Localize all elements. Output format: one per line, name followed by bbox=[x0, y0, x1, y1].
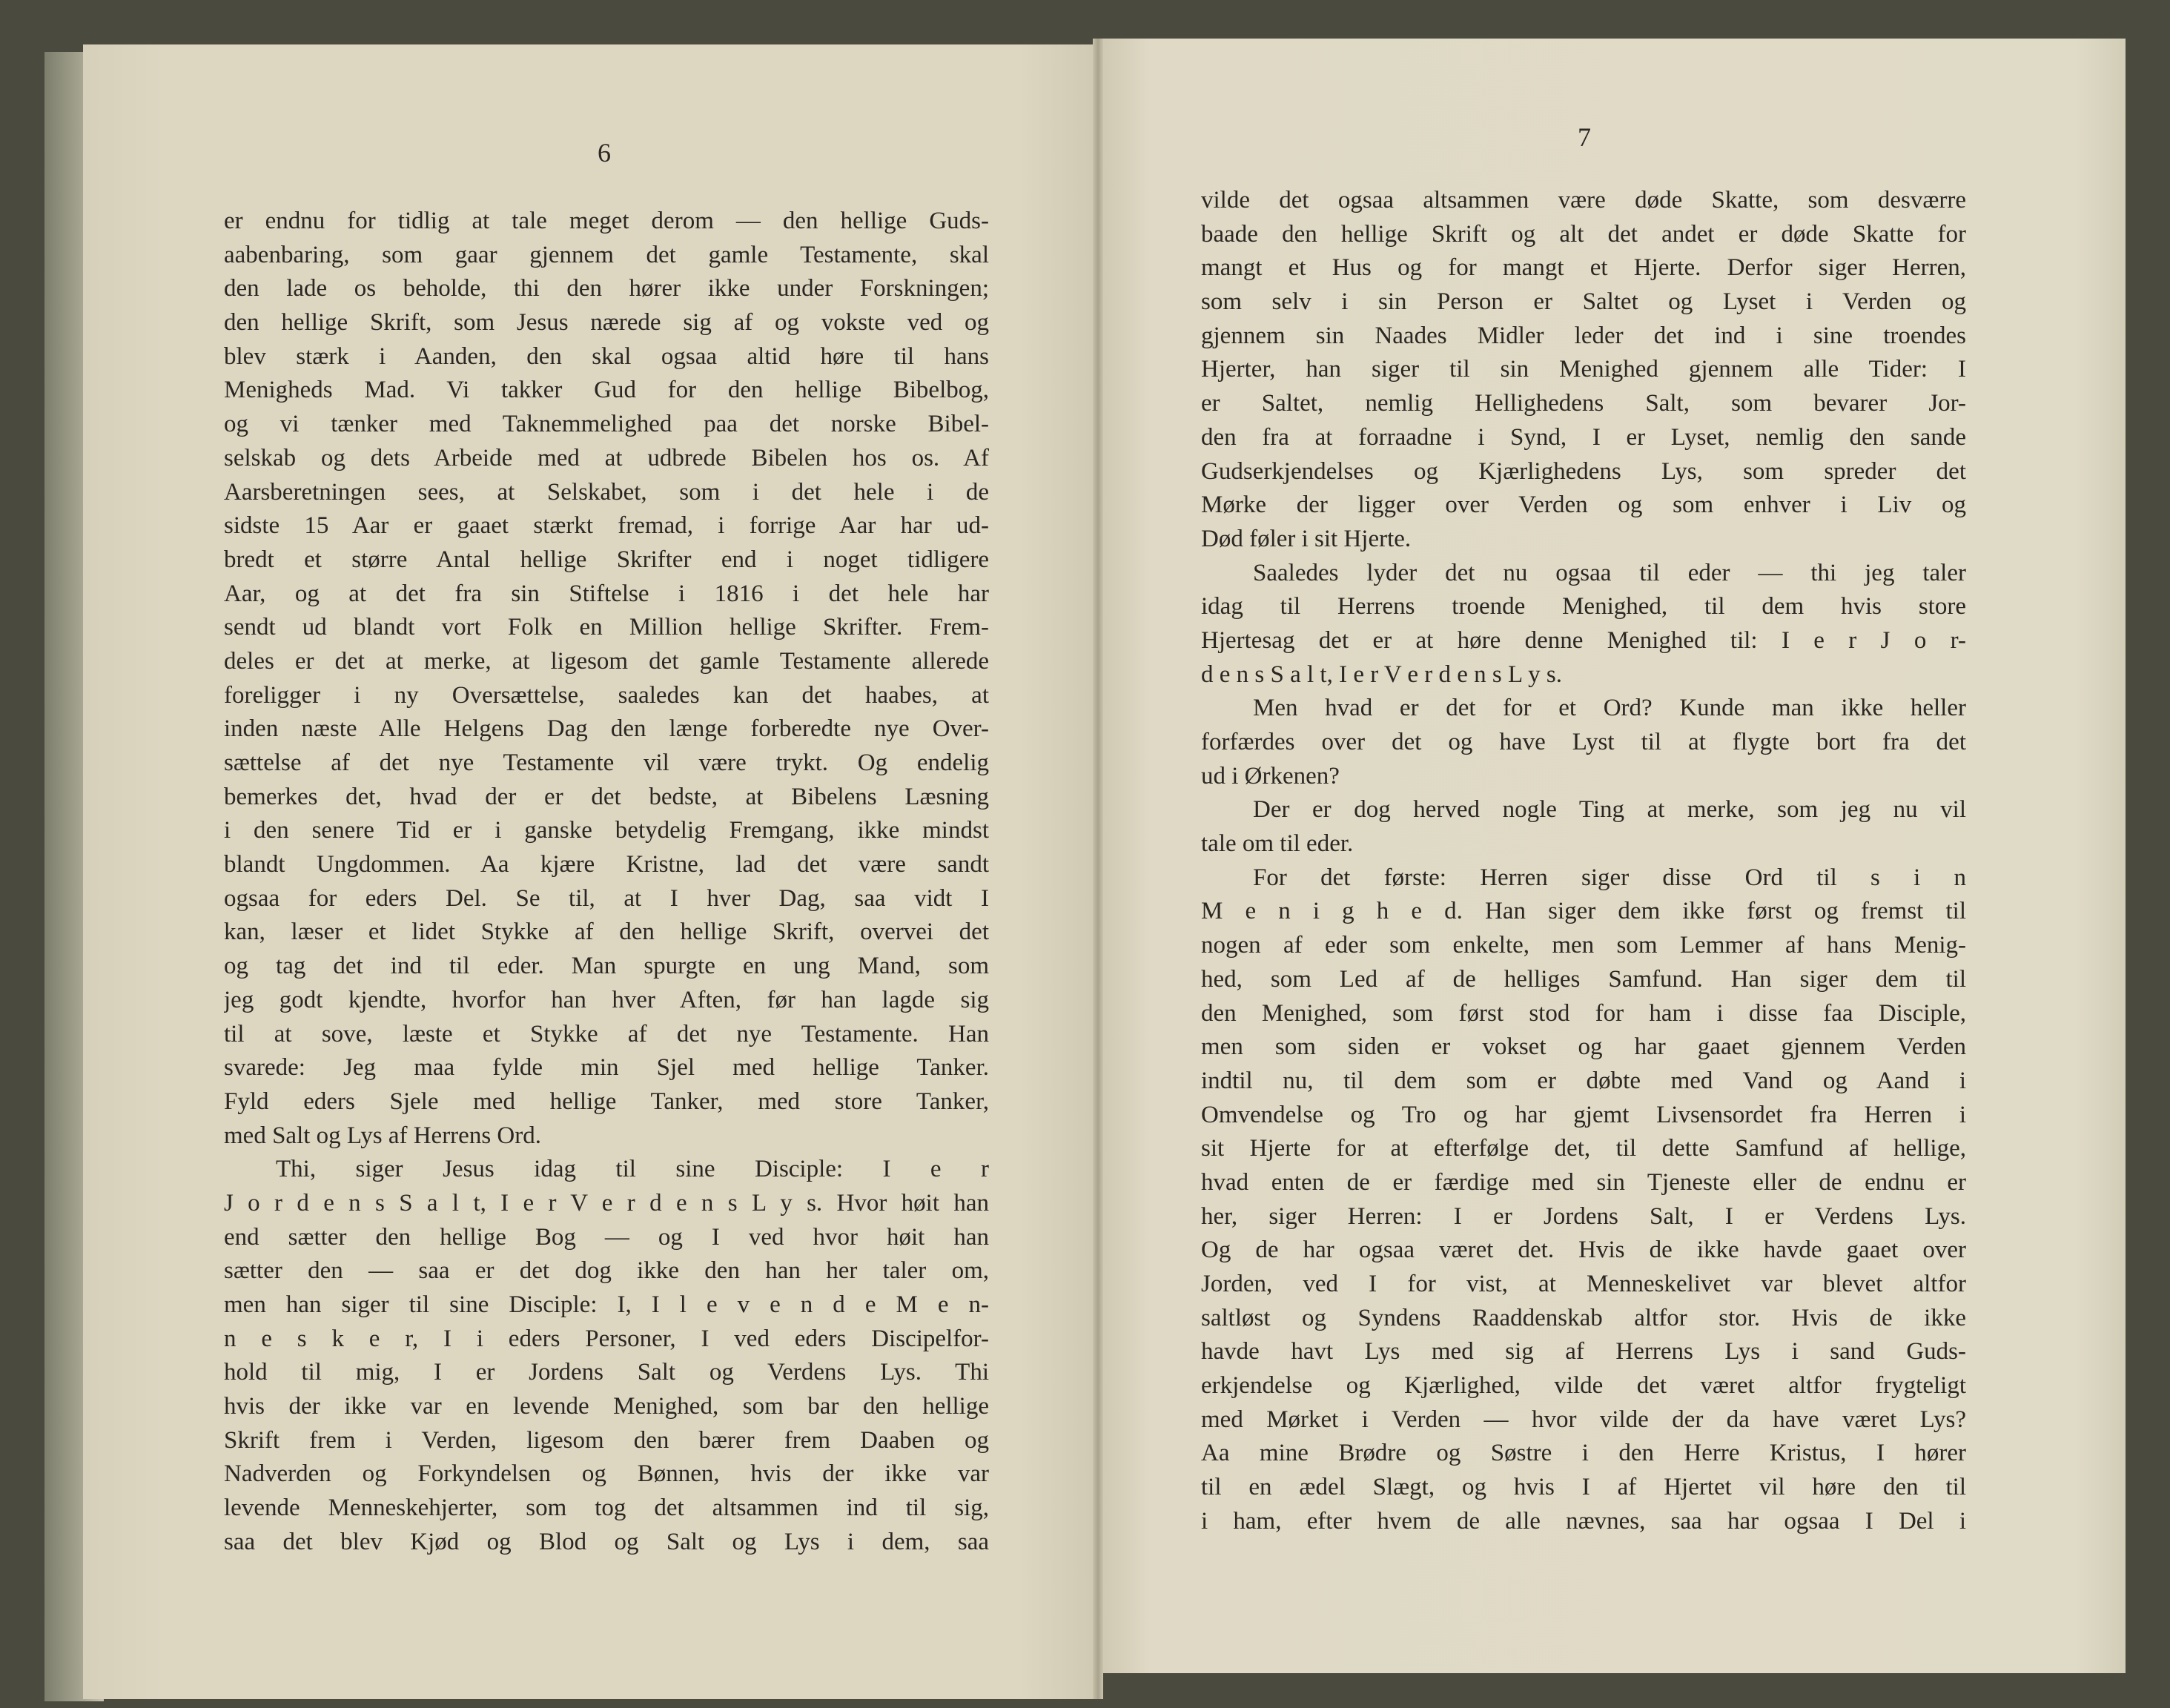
text-line: sættelse af det nye Testamente vil være trykt. Og endelig bbox=[224, 749, 989, 776]
text-line: aabenbaring, som gaar gjennem det gamle Testamente, skal bbox=[224, 241, 989, 268]
text-line: hvis der ikke var en levende Menighed, som bar den hellige bbox=[224, 1393, 989, 1420]
text-line: sidste 15 Aar er gaaet stærkt fremad, i forrige Aar har ud- bbox=[224, 512, 989, 540]
text-line: er endnu for tidlig at tale meget derom — den hellige Guds- bbox=[224, 208, 989, 234]
text-line: idag til Herrens troende Menighed, til dem hvis store bbox=[1201, 593, 1966, 620]
book-gutter bbox=[1093, 39, 1103, 1699]
paragraph bbox=[1201, 793, 1966, 861]
text-line: i den senere Tid er i ganske betydelig Fremgang, ikke mindst bbox=[224, 817, 989, 844]
text-line: sit Hjerte for at efterfølge det, til dette Samfund af hellige, bbox=[1201, 1135, 1966, 1162]
text-line: baade den hellige Skrift og alt det andet er døde Skatte for bbox=[1201, 220, 1966, 248]
text-line: hed, som Led af de helliges Samfund. Han siger dem til bbox=[1201, 965, 1966, 993]
page-text bbox=[224, 205, 989, 1560]
text-line: saltløst og Syndens Raaddenskab altfor stor. Hvis de ikke bbox=[1201, 1304, 1966, 1331]
paragraph bbox=[1201, 861, 1966, 1539]
text-line: erkjendelse og Kjærlighed, vilde det været altfor frygteligt bbox=[1201, 1372, 1966, 1400]
text-line: ud i Ørkenen? bbox=[1201, 762, 1340, 790]
text-line: Mørke der ligger over Verden og som enhver i Liv og bbox=[1201, 491, 1966, 519]
text-line: kan, læser et lidet Stykke af den hellige Skrift, overvei det bbox=[224, 918, 989, 946]
text-line: Skrift frem i Verden, ligesom den bærer frem Daaben og bbox=[224, 1426, 989, 1454]
text-line: Saaledes lyder det nu ogsaa til eder — thi jeg taler bbox=[1253, 559, 1966, 586]
paragraph bbox=[1201, 184, 1966, 557]
text-line: sætter den — saa er det dog ikke den han her taler om, bbox=[224, 1257, 989, 1285]
text-line: den fra at forraadne i Synd, I er Lyset, nemlig den sande bbox=[1201, 423, 1966, 451]
text-line: d e n s S a l t, I e r V e r d e n s L y s. bbox=[1201, 661, 1562, 688]
text-line: Gudserkjendelses og Kjærlighedens Lys, som spreder det bbox=[1201, 457, 1966, 485]
text-line: Men hvad er det for et Ord? Kunde man ikke heller bbox=[1253, 695, 1966, 722]
text-line: Aarsberetningen sees, at Selskabet, som i det hele i de bbox=[224, 478, 989, 506]
text-line: svarede: Jeg maa fylde min Sjel med hellige Tanker. bbox=[224, 1054, 989, 1082]
text-line: n e s k e r, I i eders Personer, I ved eders Discipelfor- bbox=[224, 1325, 989, 1352]
text-line: mangt et Hus og for mangt et Hjerte. Derfor siger Herren, bbox=[1201, 254, 1966, 282]
text-line: den lade os beholde, thi den hører ikke under Forskningen; bbox=[224, 275, 989, 302]
text-line: M e n i g h e d. Han siger dem ikke først og fremst til bbox=[1201, 898, 1966, 925]
text-line: men han siger til sine Disciple: I, I l e v e n d e M e n- bbox=[224, 1291, 989, 1318]
text-line: men som siden er vokset og har gaaet gjennem Verden bbox=[1201, 1033, 1966, 1061]
paragraph bbox=[224, 205, 989, 1153]
page-number: 6 bbox=[598, 138, 611, 168]
left-page bbox=[83, 44, 1099, 1699]
text-line: hold til mig, I er Jordens Salt og Verdens Lys. Thi bbox=[224, 1359, 989, 1386]
text-line: blandt Ungdommen. Aa kjære Kristne, lad det være sandt bbox=[224, 851, 989, 878]
text-line: deles er det at merke, at ligesom det gamle Testamente allerede bbox=[224, 647, 989, 675]
text-line: nogen af eder som enkelte, men som Lemmer af hans Menig- bbox=[1201, 932, 1966, 959]
text-line: som selv i sin Person er Saltet og Lyset i Verden og bbox=[1201, 288, 1966, 316]
text-line: saa det blev Kjød og Blod og Salt og Lys i dem, saa bbox=[224, 1528, 989, 1555]
text-line: Jorden, ved I for vist, at Menneskelivet var blevet altfor bbox=[1201, 1271, 1966, 1297]
text-line: vilde det ogsaa altsammen være døde Skatte, som desværre bbox=[1201, 187, 1966, 214]
text-line: til at sove, læste et Stykke af det nye Testamente. Han bbox=[224, 1020, 989, 1047]
text-line: den Menighed, som først stod for ham i disse faa Disciple, bbox=[1201, 999, 1966, 1027]
text-line: her, siger Herren: I er Jordens Salt, I er Verdens Lys. bbox=[1201, 1202, 1966, 1230]
text-line: levende Menneskehjerter, som tog det altsammen ind til sig, bbox=[224, 1494, 989, 1522]
text-line: inden næste Alle Helgens Dag den længe forberedte nye Over- bbox=[224, 715, 989, 743]
text-line: bemerkes det, hvad der er det bedste, at Bibelens Læsning bbox=[224, 783, 989, 810]
text-line: bredt et større Antal hellige Skrifter end i noget tidligere bbox=[224, 546, 989, 573]
page-number: 7 bbox=[1578, 122, 1591, 152]
text-line: Aa mine Brødre og Søstre i den Herre Kristus, I hører bbox=[1201, 1440, 1966, 1467]
text-line: Der er dog herved nogle Ting at merke, som jeg nu vil bbox=[1253, 796, 1966, 824]
text-line: tale om til eder. bbox=[1201, 830, 1354, 858]
text-line: Aar, og at det fra sin Stiftelse i 1816 i det hele har bbox=[224, 580, 989, 607]
text-line: For det første: Herren siger disse Ord til s i n bbox=[1253, 864, 1966, 891]
text-line: J o r d e n s S a l t, I e r V e r d e n s L y s. Hvor høit han bbox=[224, 1189, 989, 1217]
text-line: indtil nu, til dem som er døbte med Vand og Aand i bbox=[1201, 1067, 1966, 1094]
text-line: selskab og dets Arbeide med at udbrede Bibelen hos os. Af bbox=[224, 444, 989, 471]
text-line: Og de har ogsaa været det. Hvis de ikke havde gaaet over bbox=[1201, 1237, 1966, 1264]
right-page bbox=[1099, 39, 2126, 1673]
text-line: og vi tænker med Taknemmelighed paa det norske Bibel- bbox=[224, 411, 989, 438]
text-line: Omvendelse og Tro og har gjemt Livsensordet fra Herren i bbox=[1201, 1101, 1966, 1128]
text-line: havde havt Lys med sig af Herrens Lys i sand Guds- bbox=[1201, 1338, 1966, 1366]
text-line: hvad enten de er færdige med sin Tjeneste eller de endnu er bbox=[1201, 1168, 1966, 1196]
text-line: jeg godt kjendte, hvorfor han hver Aften, før han lagde sig bbox=[224, 986, 989, 1013]
paragraph bbox=[1201, 557, 1966, 692]
text-line: foreligger i ny Oversættelse, saaledes kan det haabes, at bbox=[224, 681, 989, 709]
text-line: og tag det ind til eder. Man spurgte en ung Mand, som bbox=[224, 953, 989, 980]
text-line: Hjerter, han siger til sin Menighed gjennem alle Tider: I bbox=[1201, 356, 1966, 383]
text-line: er Saltet, nemlig Hellighedens Salt, som bevarer Jor- bbox=[1201, 390, 1966, 417]
text-line: Nadverden og Forkyndelsen og Bønnen, hvis der ikke var bbox=[224, 1460, 989, 1488]
text-line: med Salt og Lys af Herrens Ord. bbox=[224, 1122, 541, 1149]
text-line: blev stærk i Aanden, den skal ogsaa altid høre til hans bbox=[224, 342, 989, 370]
text-line: Hjertesag det er at høre denne Menighed til: I e r J o r- bbox=[1201, 626, 1966, 654]
text-line: den hellige Skrift, som Jesus nærede sig af og vokste ved og bbox=[224, 309, 989, 337]
text-line: Menigheds Mad. Vi takker Gud for den hellige Bibelbog, bbox=[224, 377, 989, 404]
paragraph bbox=[1201, 692, 1966, 793]
text-line: Fyld eders Sjele med hellige Tanker, med store Tanker, bbox=[224, 1088, 989, 1115]
text-line: med Mørket i Verden — hvor vilde der da have været Lys? bbox=[1201, 1406, 1966, 1433]
page-text bbox=[1201, 184, 1966, 1539]
text-line: ogsaa for eders Del. Se til, at I hver Dag, saa vidt I bbox=[224, 884, 989, 912]
text-line: til en ædel Slægt, og hvis I af Hjertet vil høre den til bbox=[1201, 1474, 1966, 1501]
text-line: forfærdes over det og have Lyst til at flygte bort fra det bbox=[1201, 729, 1966, 755]
text-line: Thi, siger Jesus idag til sine Disciple: I e r bbox=[276, 1156, 989, 1183]
text-line: Død føler i sit Hjerte. bbox=[1201, 525, 1412, 552]
text-line: i ham, efter hvem de alle nævnes, saa har ogsaa I Del i bbox=[1201, 1507, 1966, 1535]
text-line: gjennem sin Naades Midler leder det ind i sine troendes bbox=[1201, 322, 1966, 349]
text-line: end sætter den hellige Bog — og I ved hvor høit han bbox=[224, 1223, 989, 1251]
text-line: sendt ud blandt vort Folk en Million hellige Skrifter. Frem- bbox=[224, 614, 989, 641]
paragraph bbox=[224, 1153, 989, 1559]
